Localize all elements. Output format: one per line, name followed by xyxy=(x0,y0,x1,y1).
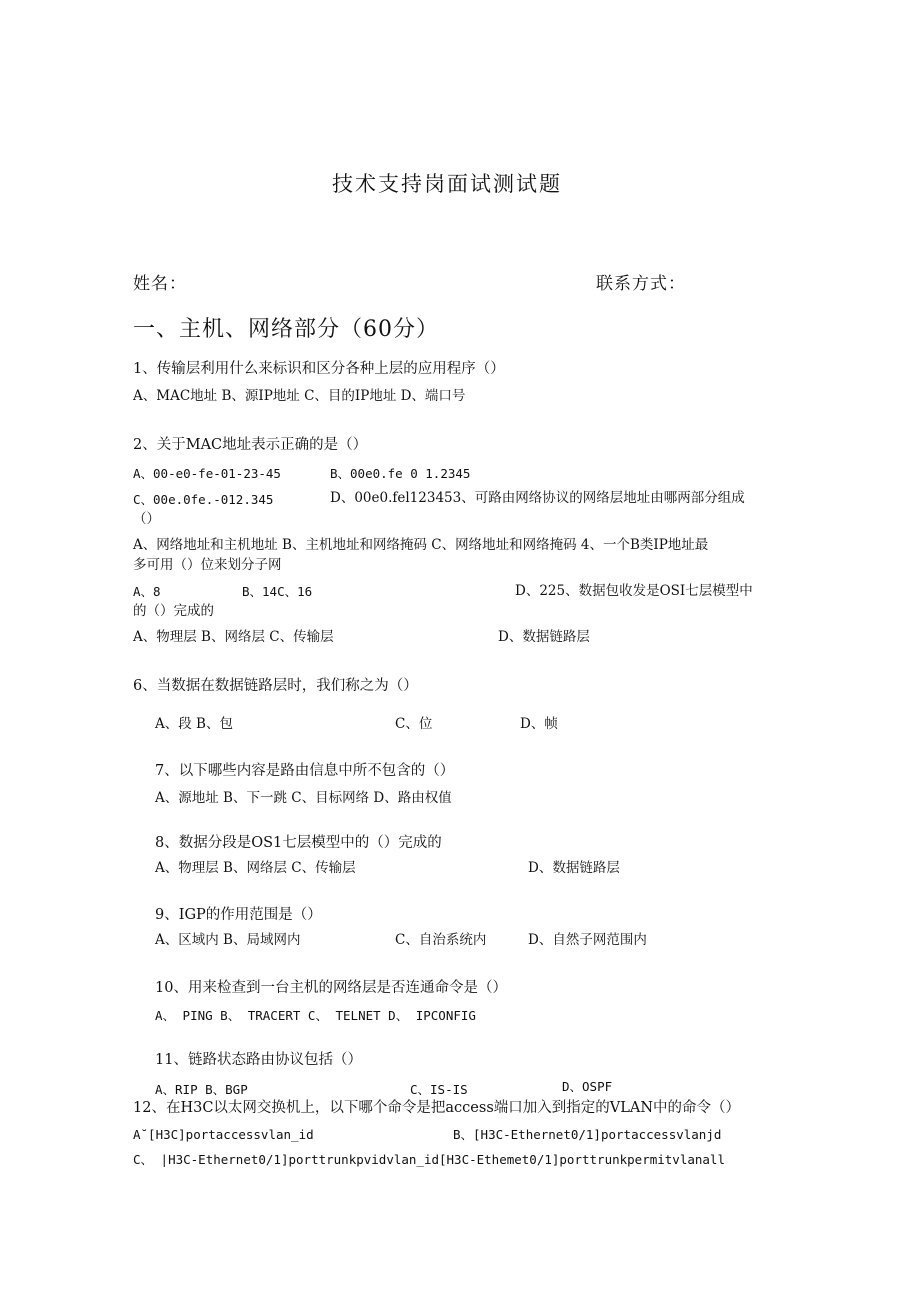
question-9: 9、IGP的作用范围是（） xyxy=(155,907,322,923)
question-10-options: A、 PING B、 TRACERT C、 TELNET D、 IPCONFIG xyxy=(155,1008,476,1023)
name-label: 姓名： xyxy=(133,274,187,294)
question-8-option-d: D、数据链路层 xyxy=(528,860,620,876)
contact-label: 联系方式： xyxy=(596,274,686,294)
section-title: 一、主机、网络部分（60分） xyxy=(133,317,439,342)
question-2-option-b: B、00e0.fe 0 1.2345 xyxy=(330,466,471,481)
question-7-options: A、源地址 B、下一跳 C、目标网络 D、路由权值 xyxy=(155,790,452,806)
question-8: 8、数据分段是OS1七层模型中的（）完成的 xyxy=(155,835,442,851)
question-4-option-bc: B、14C、16 xyxy=(242,584,313,599)
question-12-option-b: B、[H3C-Ethernet0/1]portaccessvlanjd xyxy=(453,1127,722,1142)
question-6-option-ab: A、段 B、包 xyxy=(155,716,233,732)
question-8-options-abc: A、物理层 B、网络层 C、传输层 xyxy=(155,860,356,876)
question-4-option-a: A、8 xyxy=(133,584,161,599)
question-2-option-c: C、00e.0fe.-012.345 xyxy=(133,492,274,507)
question-10: 10、用来检查到一台主机的网络层是否连通命令是（） xyxy=(155,980,507,996)
question-3-bracket: （） xyxy=(133,511,160,527)
question-4-option-d-question-5: D、225、数据包收发是OSI七层模型中 xyxy=(515,583,753,599)
question-12-option-c: C、 |H3C-Ethernet0/1]porttrunkpvidvlan_id[H3C-Ethemet0/1]porttrunkpermitvlanall xyxy=(133,1152,725,1167)
question-6: 6、当数据在数据链路层时，我们称之为（） xyxy=(133,678,418,694)
question-6-option-c: C、位 xyxy=(395,716,433,732)
question-11-option-ab: A、RIP B、BGP xyxy=(155,1082,248,1097)
page-title: 技术支持岗面试测试题 xyxy=(332,172,562,196)
question-5-options-abc: A、物理层 B、网络层 C、传输层 xyxy=(133,629,334,645)
question-5-option-d: D、数据链路层 xyxy=(498,629,590,645)
question-4-cont: 多可用（）位来划分子网 xyxy=(133,557,282,573)
question-11: 11、链路状态路由协议包括（） xyxy=(155,1052,362,1068)
question-12: 12、在H3C以太网交换机上，以下哪个命令是把access端口加入到指定的VLAN中的命令（） xyxy=(133,1100,741,1116)
question-7: 7、以下哪些内容是路由信息中所不包含的（） xyxy=(155,763,455,779)
question-3-options-question-4: A、网络地址和主机地址 B、主机地址和网络掩码 C、网络地址和网络掩码 4、一个B类IP地址最 xyxy=(133,537,709,553)
question-2: 2、关于MAC地址表示正确的是（） xyxy=(133,437,368,453)
question-5-cont: 的（）完成的 xyxy=(133,603,214,619)
question-1-options: A、MAC地址 B、源IP地址 C、目的IP地址 D、端口号 xyxy=(133,388,466,404)
question-1: 1、传输层利用什么来标识和区分各种上层的应用程序（） xyxy=(133,361,505,377)
question-2-option-d-question-3: D、00e0.fel123453、可路由网络协议的网络层地址由哪两部分组成 xyxy=(330,490,745,506)
question-6-option-d: D、帧 xyxy=(520,716,558,732)
question-9-option-ab: A、区域内 B、局域网内 xyxy=(155,932,301,948)
question-2-option-a: A、00-e0-fe-01-23-45 xyxy=(133,466,281,481)
question-11-option-d: D、OSPF xyxy=(562,1079,613,1094)
question-11-option-c: C、IS-IS xyxy=(410,1082,468,1097)
question-12-option-a: A˘[H3C]portaccessvlan_id xyxy=(133,1127,314,1142)
question-9-option-d: D、自然子网范围内 xyxy=(528,932,647,948)
question-9-option-c: C、自治系统内 xyxy=(395,932,487,948)
